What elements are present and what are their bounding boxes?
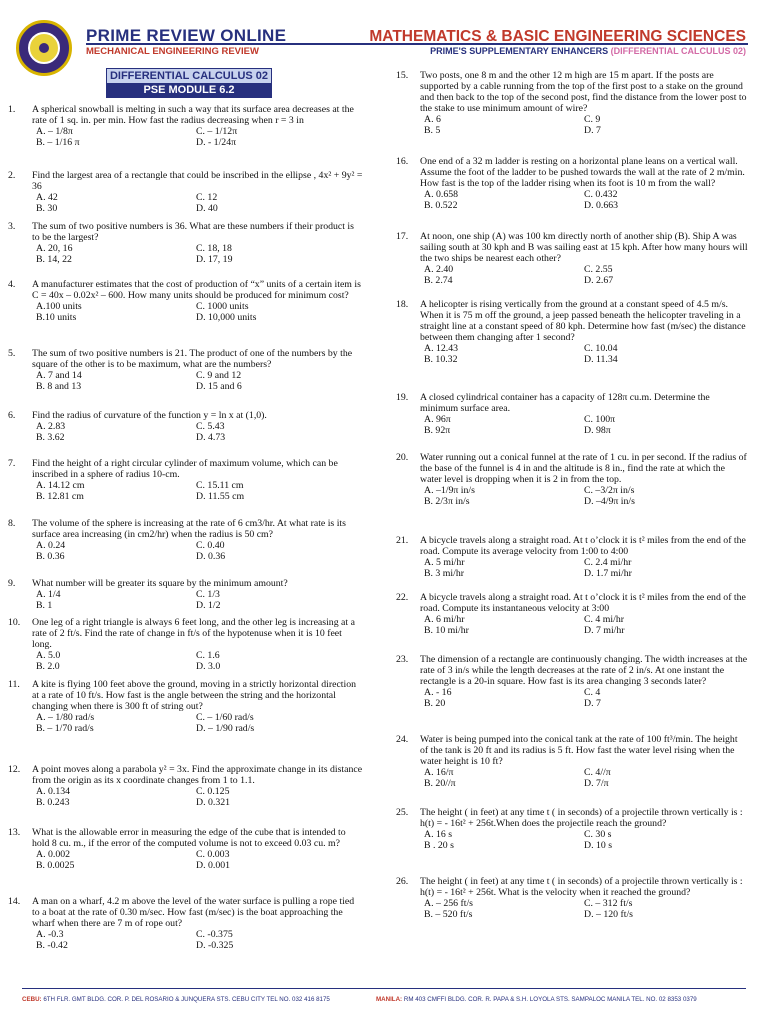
problem-number: 22.	[396, 592, 409, 603]
choice-option: A. – 256 ft/s	[424, 898, 473, 909]
choice-option: D. -0.325	[196, 940, 234, 951]
choice-option: C. 4 mi/hr	[584, 614, 625, 625]
choice-option: D. 98π	[584, 425, 611, 436]
choice-option: C. 15.11 cm	[196, 480, 244, 491]
choice-option: C. 4	[584, 687, 601, 698]
choice-list	[424, 687, 748, 709]
problem-question: Find the radius of curvature of the function y = ln x at (1,0).	[32, 410, 267, 421]
choice-list	[36, 589, 364, 611]
choice-list	[36, 786, 364, 808]
choice-option: B. 10.32	[424, 354, 458, 365]
choice-option: D. 2.67	[584, 275, 614, 286]
problem-question: A spherical snowball is melting in such a way that its surface area decreases at the rate of 1 sq. in. per min. How fast the radius decreasing when r = 3 in	[32, 104, 354, 126]
choice-option: C. 9	[584, 114, 601, 125]
problem-number: 12.	[8, 764, 21, 775]
problem-question: A bicycle travels along a straight road. At t o’clock it is t² miles from the end of the road. Compute its average velocity from 1:00 to 4:00	[420, 535, 746, 557]
choice-option: A.100 units	[36, 301, 82, 312]
choice-option: A. 7 and 14	[36, 370, 82, 381]
choice-option: B. 30	[36, 203, 58, 214]
choice-option: C. 0.40	[196, 540, 225, 551]
problem-number: 15.	[396, 70, 409, 81]
choice-option: B. 12.81 cm	[36, 491, 84, 502]
problem-number: 13.	[8, 827, 21, 838]
choice-list	[424, 414, 748, 436]
problem-question: Two posts, one 8 m and the other 12 m high are 15 m apart. If the posts are supported by a cable running from the top of the first post to a stake on the ground and then back to the top of the second post, find the distance from the lower post to the stake to use minimum amount of wire?	[420, 70, 747, 114]
choice-option: C. 2.4 mi/hr	[584, 557, 632, 568]
problem-item	[396, 592, 748, 636]
choice-option: B. 10 mi/hr	[424, 625, 469, 636]
problem-number: 3.	[8, 221, 16, 232]
problem-number: 17.	[396, 231, 409, 242]
problem-number: 7.	[8, 458, 16, 469]
choice-list	[36, 712, 364, 734]
problem-number: 11.	[8, 679, 20, 690]
choice-option: A. 1/4	[36, 589, 61, 600]
problem-number: 25.	[396, 807, 409, 818]
choice-option: B. 3 mi/hr	[424, 568, 465, 579]
problem-question: One end of a 32 m ladder is resting on a horizontal plane leans on a vertical wall. Assume the foot of the ladder to be pushed towards the wall at the rate of 2 m/min. How fast is the top of the ladder rising when its foot is 10 m from the wall?	[420, 156, 745, 189]
choice-option: C. 0.432	[584, 189, 618, 200]
choice-option: A. 14.12 cm	[36, 480, 85, 491]
problem-item	[8, 578, 364, 611]
choice-list	[36, 421, 364, 443]
choice-list	[424, 614, 748, 636]
problem-number: 2.	[8, 170, 16, 181]
choice-option: A. - 16	[424, 687, 452, 698]
choice-option: C. 12	[196, 192, 218, 203]
problem-number: 5.	[8, 348, 16, 359]
choice-option: D. 0.001	[196, 860, 231, 871]
problem-question: What number will be greater its square by the minimum amount?	[32, 578, 288, 589]
choice-option: B. 14, 22	[36, 254, 72, 265]
choice-option: B. – 520 ft/s	[424, 909, 473, 920]
problem-question: One leg of a right triangle is always 6 feet long, and the other leg is increasing at a rate of 2 ft/s. Find the rate of change in ft/s of the hypotenuse when it is 10 feet long.	[32, 617, 355, 650]
problem-number: 19.	[396, 392, 409, 403]
choice-option: D. 0.36	[196, 551, 226, 562]
module-title: DIFFERENTIAL CALCULUS 02	[109, 70, 269, 82]
problem-item	[8, 617, 364, 672]
choice-option: B. – 1/16 π	[36, 137, 80, 148]
choice-list	[424, 343, 748, 365]
choice-option: A. 0.24	[36, 540, 66, 551]
choice-option: C. 4//π	[584, 767, 611, 778]
problem-question: The sum of two positive numbers is 36. What are these numbers if their product is to be the largest?	[32, 221, 354, 243]
choice-option: B. 5	[424, 125, 441, 136]
brand-subtitle: MECHANICAL ENGINEERING REVIEW	[86, 46, 259, 57]
choice-option: A. 20, 16	[36, 243, 73, 254]
choice-option: B. 3.62	[36, 432, 65, 443]
choice-option: D. 1.7 mi/hr	[584, 568, 632, 579]
choice-option: D. 3.0	[196, 661, 221, 672]
choice-option: A. 5 mi/hr	[424, 557, 465, 568]
choice-option: C. 30 s	[584, 829, 612, 840]
choice-option: C. 18, 18	[196, 243, 232, 254]
choice-option: D. 17, 19	[196, 254, 233, 265]
choice-option: A. -0.3	[36, 929, 64, 940]
choice-option: B. 8 and 13	[36, 381, 82, 392]
choice-option: B . 20 s	[424, 840, 454, 851]
choice-list	[36, 650, 364, 672]
choice-option: C. 1/3	[196, 589, 220, 600]
choice-option: B. – 1/70 rad/s	[36, 723, 94, 734]
problem-question: At noon, one ship (A) was 100 km directly north of another ship (B). Ship A was sailing south at 30 kph and B was sailing east at 15 kph. After how many hours will the two ships be nearest each other?	[420, 231, 748, 264]
module-code: PSE MODULE 6.2	[107, 83, 271, 97]
problem-number: 21.	[396, 535, 409, 546]
problem-item	[396, 807, 748, 851]
choice-option: D. – 1/90 rad/s	[196, 723, 255, 734]
choice-option: A. 0.002	[36, 849, 71, 860]
footer	[22, 996, 746, 1003]
problem-number: 4.	[8, 279, 16, 290]
enhancers-topic: (DIFFERENTIAL CALCULUS 02)	[610, 46, 746, 56]
choice-option: A. 6 mi/hr	[424, 614, 465, 625]
problem-item	[8, 896, 364, 951]
choice-option: D. 10,000 units	[196, 312, 257, 323]
choice-option: B. 20	[424, 698, 446, 709]
problem-item	[396, 452, 748, 507]
problem-item	[396, 392, 748, 436]
problem-item	[8, 410, 364, 443]
problem-question: A manufacturer estimates that the cost of production of “x” units of a certain item is C = 40x – 0.02x² – 600. How many units should be produced for minimum cost?	[32, 279, 361, 301]
choice-option: C. 100π	[584, 414, 616, 425]
choice-option: D. 10 s	[584, 840, 613, 851]
prime-logo	[16, 20, 72, 76]
choice-option: C. 0.125	[196, 786, 230, 797]
choice-list	[424, 557, 748, 579]
choice-list	[424, 485, 748, 507]
choice-option: B. 2/3π in/s	[424, 496, 470, 507]
choice-option: A. 12.43	[424, 343, 459, 354]
problem-number: 16.	[396, 156, 409, 167]
problem-item	[396, 70, 748, 136]
problem-question: A bicycle travels along a straight road. At t o’clock it is t² miles from the end of the road. Compute its instantaneous velocity at 3:00	[420, 592, 746, 614]
problem-question: Find the largest area of a rectangle that could be inscribed in the ellipse , 4x² + 9y² = 36	[32, 170, 363, 192]
choice-option: A. – 1/8π	[36, 126, 73, 137]
problem-item	[396, 231, 748, 286]
choice-list	[424, 898, 748, 920]
problem-question: A helicopter is rising vertically from the ground at a constant speed of 4.5 m/s. When it is 75 m off the ground, a jeep passed beneath the helicopter traveling in a straight line at a constant speed of 80 kph. Determine how fast (m/sec) the distance between them changing after 1 second?	[420, 299, 746, 343]
choice-list	[424, 829, 748, 851]
problem-question: The sum of two positive numbers is 21. The product of one of the numbers by the square of the other is to be maximum, what are the numbers?	[32, 348, 353, 370]
problem-number: 10.	[8, 617, 21, 628]
problem-question: The dimension of a rectangle are continuously changing. The width increases at the rate of 3 in/s while the length decreases at the rate of 2 in/s. At one instant the rectangle is a 20-in square. How fast is its area changing 3 seconds later?	[420, 654, 748, 687]
choice-option: D. 7/π	[584, 778, 609, 789]
problem-item	[8, 279, 364, 323]
problem-item	[8, 170, 364, 214]
choice-option: C. -0.375	[196, 929, 233, 940]
choice-option: D. 40	[196, 203, 218, 214]
problem-item	[396, 734, 748, 789]
choice-option: D. 7 mi/hr	[584, 625, 625, 636]
choice-option: D. 7	[584, 125, 601, 136]
problem-question: What is the allowable error in measuring the edge of the cube that is intended to hold 8 cu. m., if the error of the computed volume is not to exceed 0.03 cu. m?	[32, 827, 346, 849]
choice-option: B. 2.0	[36, 661, 60, 672]
choice-list	[36, 370, 364, 392]
manila-label: MANILA:	[376, 996, 403, 1003]
choice-list	[36, 929, 364, 951]
problem-number: 23.	[396, 654, 409, 665]
choice-option: B. 20//π	[424, 778, 456, 789]
choice-option: B. 0.0025	[36, 860, 75, 871]
choice-option: D. 1/2	[196, 600, 221, 611]
choice-list	[36, 540, 364, 562]
problem-item	[8, 221, 364, 265]
choice-option: A. 96π	[424, 414, 451, 425]
problem-number: 8.	[8, 518, 16, 529]
choice-option: C. – 1/12π	[196, 126, 238, 137]
choice-option: D. 0.321	[196, 797, 231, 808]
choice-option: C. 9 and 12	[196, 370, 242, 381]
choice-option: C. 1000 units	[196, 301, 249, 312]
choice-option: B. 0.522	[424, 200, 458, 211]
choice-option: B. -0.42	[36, 940, 68, 951]
choice-option: C. – 1/60 rad/s	[196, 712, 254, 723]
problem-number: 1.	[8, 104, 16, 115]
choice-option: A. 2.83	[36, 421, 66, 432]
choice-option: B. 0.36	[36, 551, 65, 562]
choice-list	[36, 301, 364, 323]
module-box	[106, 68, 272, 98]
problem-item	[8, 679, 364, 734]
choice-list	[36, 849, 364, 871]
problem-number: 18.	[396, 299, 409, 310]
problem-question: Find the height of a right circular cylinder of maximum volume, which can be inscribed in a sphere of radius 10-cm.	[32, 458, 338, 480]
manila-address: RM 403 CMFFI BLDG. COR. R. PAPA & S.H. LOYOLA STS. SAMPALOC MANILA TEL. NO. 02 8353 0379	[403, 996, 697, 1003]
choice-option: C. – 312 ft/s	[584, 898, 633, 909]
problem-question: A point moves along a parabola y² = 3x. Find the approximate change in its distance from the origin as its x coordinate changes from 1 to 1.1.	[32, 764, 363, 786]
problem-number: 26.	[396, 876, 409, 887]
choice-option: A. 5.0	[36, 650, 61, 661]
problem-item	[396, 654, 748, 709]
problem-item	[8, 827, 364, 871]
choice-list	[424, 189, 748, 211]
choice-option: D. 11.55 cm	[196, 491, 245, 502]
choice-option: C. 1.6	[196, 650, 220, 661]
problem-question: A man on a wharf, 4.2 m above the level of the water surface is pulling a rope tied to a boat at the rate of 0.30 m/sec. How fast (m/sec) is the boat approaching the wharf when there are 7 m of rope out?	[32, 896, 355, 929]
enhancers-label: PRIME'S SUPPLEMENTARY ENHANCERS	[430, 46, 609, 56]
choice-option: A. –1/9π in/s	[424, 485, 475, 496]
problem-question: The height ( in feet) at any time t ( in seconds) of a projectile thrown vertically is : h(t) = - 16t² + 256t. What is the velocity when it reached the ground?	[420, 876, 743, 898]
problem-number: 9.	[8, 578, 16, 589]
problem-number: 6.	[8, 410, 16, 421]
problem-question: Water running out a conical funnel at the rate of 1 cu. in per second. If the radius of the base of the funnel is 4 in and the altitude is 8 in., find the rate at which the water level is dropping when it is 2 in from the top.	[420, 452, 747, 485]
choice-option: D. –4/9π in/s	[584, 496, 635, 507]
choice-option: B. 92π	[424, 425, 451, 436]
choice-option: B. 0.243	[36, 797, 70, 808]
choice-option: D. 11.34	[584, 354, 618, 365]
choice-option: C. –3/2π in/s	[584, 485, 635, 496]
choice-option: C. 5.43	[196, 421, 225, 432]
choice-option: C. 10.04	[584, 343, 618, 354]
problem-item	[8, 518, 364, 562]
enhancers-line	[430, 46, 746, 56]
choice-option: D. 0.663	[584, 200, 619, 211]
problem-item	[8, 348, 364, 392]
problem-item	[8, 764, 364, 808]
choice-option: A. 16 s	[424, 829, 453, 840]
choice-list	[424, 767, 748, 789]
choice-option: D. 15 and 6	[196, 381, 242, 392]
problem-item	[8, 104, 364, 148]
problem-question: A closed cylindrical container has a capacity of 128π cu.m. Determine the minimum surface area.	[420, 392, 710, 414]
choice-list	[36, 243, 364, 265]
choice-option: B. 2.74	[424, 275, 453, 286]
problem-question: A kite is flying 100 feet above the ground, moving in a strictly horizontal direction at a rate of 10 ft/s. How fast is the angle between the string and the horizontal changing when there is 300 ft of string out?	[32, 679, 357, 712]
problem-number: 20.	[396, 452, 409, 463]
footer-divider	[22, 988, 746, 989]
choice-list	[424, 264, 748, 286]
brand-title: PRIME REVIEW ONLINE	[86, 26, 287, 45]
choice-option: C. 0.003	[196, 849, 230, 860]
choice-list	[36, 192, 364, 214]
choice-option: C. 2.55	[584, 264, 613, 275]
choice-option: D. 7	[584, 698, 601, 709]
choice-option: B. 1	[36, 600, 53, 611]
problem-question: The volume of the sphere is increasing at the rate of 6 cm3/hr. At what rate is its surface area increasing (in cm2/hr) when the radius is 50 cm?	[32, 518, 346, 540]
choice-option: D. 4.73	[196, 432, 226, 443]
choice-list	[36, 480, 364, 502]
cebu-address: 6TH FLR. GMT BLDG. COR. P. DEL ROSARIO & JUNQUERA STS. CEBU CITY TEL NO. 032 416 8175	[43, 996, 330, 1003]
problem-number: 24.	[396, 734, 409, 745]
choice-option: D. - 1/24π	[196, 137, 237, 148]
choice-option: A. 0.658	[424, 189, 459, 200]
cebu-label: CEBU:	[22, 996, 42, 1003]
choice-option: A. – 1/80 rad/s	[36, 712, 95, 723]
choice-option: B.10 units	[36, 312, 77, 323]
problem-item	[8, 458, 364, 502]
choice-option: A. 0.134	[36, 786, 71, 797]
problem-question: The height ( in feet) at any time t ( in seconds) of a projectile thrown vertically is : h(t) = - 16t² + 256t.When does the projectile reach the ground?	[420, 807, 743, 829]
problem-item	[396, 535, 748, 579]
choice-option: A. 6	[424, 114, 441, 125]
choice-list	[36, 126, 364, 148]
choice-option: A. 42	[36, 192, 58, 203]
problem-item	[396, 299, 748, 365]
problem-item	[396, 876, 748, 920]
problem-number: 14.	[8, 896, 21, 907]
choice-list	[424, 114, 748, 136]
choice-option: A. 16/π	[424, 767, 454, 778]
choice-option: A. 2.40	[424, 264, 454, 275]
problem-question: Water is being pumped into the conical tank at the rate of 100 ft³/min. The height of the tank is 20 ft and its radius is 5 ft. How fast the water level rising when the water height is 10 ft?	[420, 734, 738, 767]
choice-option: D. – 120 ft/s	[584, 909, 633, 920]
subject-title: MATHEMATICS & BASIC ENGINEERING SCIENCES	[369, 28, 746, 45]
problem-item	[396, 156, 748, 211]
